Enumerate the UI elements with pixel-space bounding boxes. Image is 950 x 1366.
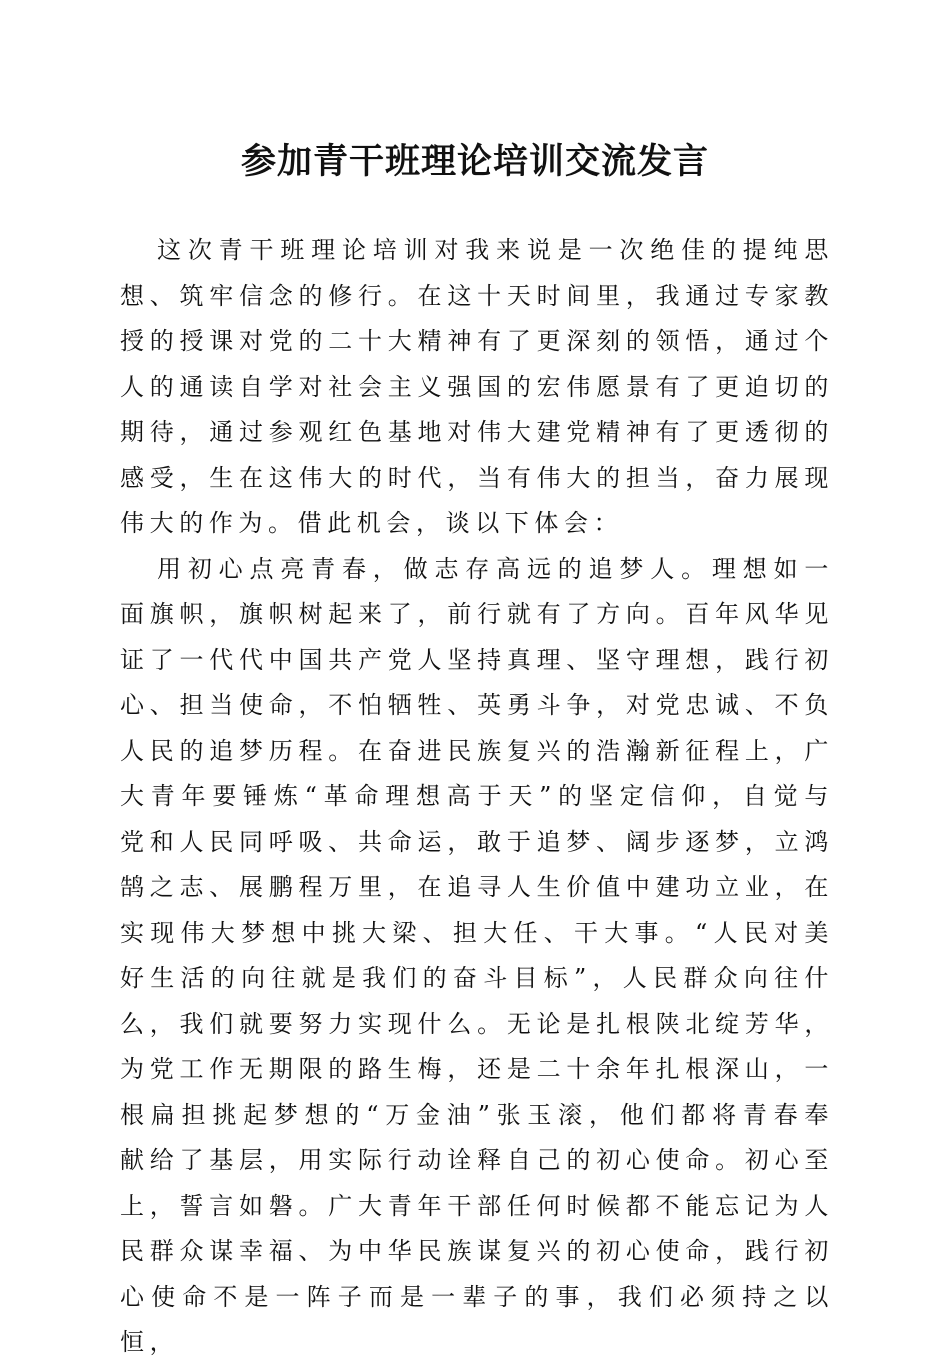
document-body [120, 228, 834, 1366]
paragraph-intro: 这次青干班理论培训对我来说是一次绝佳的提纯思想、筑牢信念的修行。在这十天时间里，我通过专家教授的授课对党的二十大精神有了更深刻的领悟，通过个人的通读自学对社会主义强国的宏伟愿景有了更迫切的期待，通过参观红色基地对伟大建党精神有了更透彻的感受，生在这伟大的时代，当有伟大的担当，奋力展现伟大的作为。借此机会，谈以下体会： [120, 236, 834, 537]
document-title: 参加青干班理论培训交流发言 [240, 141, 709, 182]
paragraph-ideals: 用初心点亮青春，做志存高远的追梦人。理想如一面旗帜，旗帜树起来了，前行就有了方向。百年风华见证了一代代中国共产党人坚持真理、坚守理想，践行初心、担当使命，不怕牺牲、英勇斗争，对党忠诚、不负人民的追梦历程。在奋进民族复兴的浩瀚新征程上，广大青年要锤炼“革命理想高于天”的坚定信仰，自觉与党和人民同呼吸、共命运，敢于追梦、阔步逐梦，立鸿鹄之志、展鹏程万里，在追寻人生价值中建功立业，在实现伟大梦想中挑大梁、担大任、干大事。“人民对美好生活的向往就是我们的奋斗目标”，人民群众向往什么，我们就要努力实现什么。无论是扎根陕北绽芳华，为党工作无期限的路生梅，还是二十余年扎根深山，一根扁担挑起梦想的“万金油”张玉滚，他们都将青春奉献给了基层，用实际行动诠释自己的初心使命。初心至上，誓言如磐。广大青年干部任何时候都不能忘记为人民群众谋幸福、为中华民族谋复兴的初心使命，践行初心使命不是一阵子而是一辈子的事，我们必须持之以恒， [120, 554, 834, 1356]
